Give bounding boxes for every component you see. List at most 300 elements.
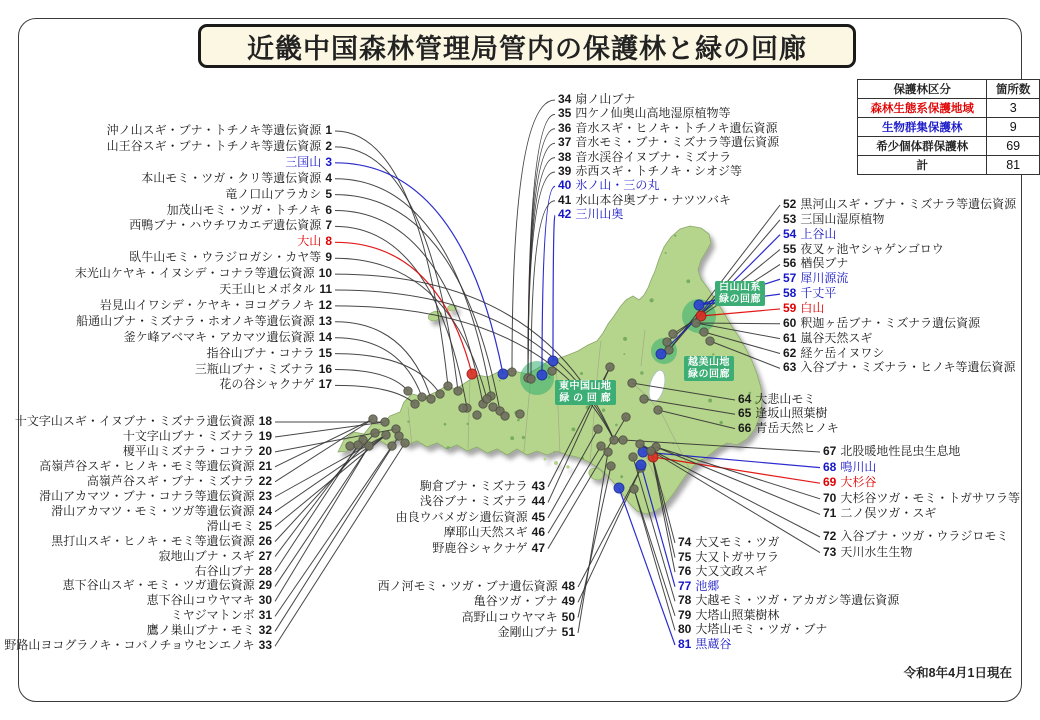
leader-line-37	[528, 143, 555, 378]
forest-item-67	[823, 444, 960, 458]
forest-item-81	[678, 637, 731, 651]
forest-item-number: 67	[823, 444, 837, 458]
forest-item-60	[783, 316, 980, 330]
forest-item-number: 44	[531, 494, 545, 509]
leader-line-9	[335, 258, 487, 399]
forest-item-number: 10	[318, 266, 332, 281]
gray-marker-dot	[436, 390, 444, 398]
forest-item-number: 25	[258, 518, 272, 533]
forest-item-label: 岩見山イワシデ・ケヤキ・ヨコグラノキ	[99, 297, 315, 312]
forest-item-number: 41	[558, 192, 572, 207]
forest-item-50	[462, 610, 575, 624]
leader-line-4	[335, 179, 491, 396]
forest-item-number: 65	[738, 406, 752, 421]
gray-marker-dot	[636, 440, 644, 448]
forest-item-58	[783, 286, 836, 300]
forest-item-25	[207, 519, 272, 533]
forest-item-number: 40	[558, 178, 572, 193]
forest-item-number: 48	[561, 579, 575, 593]
legend-row-0	[858, 99, 1040, 118]
date-note: 令和8年4月1日現在	[903, 666, 1012, 680]
gray-marker-dot	[706, 337, 714, 345]
gray-marker-dot	[404, 387, 412, 395]
forest-item-43	[420, 479, 545, 493]
forest-item-label: 野路山ヨコグラノキ・コバノチョウセンエノキ	[4, 638, 255, 653]
gray-marker-dot	[473, 411, 481, 419]
forest-item-label: 氷ノ山・三の丸	[575, 178, 660, 193]
forest-item-73	[823, 545, 912, 559]
forest-item-label: 恵下谷山スギ・モミ・ツガ遺伝資源	[62, 578, 255, 593]
forest-item-number: 26	[258, 533, 272, 548]
gray-marker-dot	[630, 485, 638, 493]
forest-item-number: 1	[325, 123, 332, 137]
forest-item-number: 23	[258, 488, 272, 503]
forest-item-number: 12	[318, 297, 332, 312]
forest-item-label: 二ノ俣ツガ・スギ	[840, 506, 937, 521]
forest-item-number: 5	[325, 186, 332, 201]
forest-item-1	[107, 123, 332, 137]
forest-item-number: 63	[783, 360, 797, 375]
forest-item-48	[378, 579, 575, 593]
forest-item-39	[558, 164, 742, 178]
forest-item-42	[558, 207, 623, 221]
forest-item-label: 音水モミ・ブナ・ミズナラ等遺伝資源	[575, 135, 780, 150]
leader-line-17	[335, 385, 415, 404]
leader-line-61	[696, 323, 780, 339]
leader-line-30	[275, 446, 369, 601]
gray-marker-dot	[501, 412, 509, 420]
gray-marker-dot	[700, 328, 708, 336]
forest-item-number: 72	[823, 529, 837, 543]
corridor-badge	[555, 380, 616, 405]
forest-item-label: 西ノ河モミ・ツガ・ブナ遺伝資源	[377, 579, 558, 593]
gray-marker-dot	[669, 330, 677, 338]
forest-item-number: 21	[258, 458, 272, 473]
forest-item-number: 39	[558, 164, 572, 178]
forest-item-3	[285, 155, 332, 169]
forest-item-4	[141, 171, 332, 185]
leader-line-80	[634, 489, 675, 630]
forest-item-label: 鷹ノ巣山ブナ・モミ	[146, 623, 255, 638]
forest-item-label: 夜叉ヶ池ヤシャゲンゴロウ	[800, 241, 944, 256]
forest-item-number: 2	[325, 138, 332, 153]
forest-item-64	[738, 392, 815, 406]
gray-marker-dot	[401, 439, 409, 447]
forest-item-26	[51, 534, 272, 548]
gray-marker-dot	[369, 415, 377, 423]
forest-item-label: 西鴨ブナ・ハウチワカエデ遺伝資源	[129, 218, 322, 233]
forest-item-label: 赤西スギ・トチノキ・シオジ等	[575, 164, 743, 178]
forest-item-19	[123, 429, 272, 443]
forest-item-label: 扇ノ山ブナ	[575, 92, 636, 106]
legend-category: 希少個体群保護林	[858, 137, 987, 156]
forest-item-66	[738, 421, 839, 435]
blue-marker-dot	[656, 349, 666, 359]
forest-item-label: 臥牛山モミ・ウラジロガシ・カヤ等	[129, 250, 322, 265]
forest-item-label: 黒打山スギ・ヒノキ・モミ等遺伝資源	[51, 533, 255, 548]
forest-item-label: 経ケ岳イヌワシ	[800, 345, 885, 360]
forest-item-32	[147, 623, 272, 637]
forest-item-label: 大山	[297, 234, 322, 249]
forest-item-label: 野鹿谷シャクナゲ	[432, 540, 528, 555]
gray-marker-dot	[622, 413, 630, 421]
gray-marker-dot	[692, 319, 700, 327]
leader-line-69	[653, 457, 820, 483]
forest-item-21	[39, 459, 272, 473]
forest-item-label: 白山	[800, 300, 825, 315]
forest-item-label: 指谷山ブナ・コナラ	[206, 345, 315, 360]
legend-row-3	[858, 156, 1040, 175]
forest-item-number: 22	[258, 473, 272, 488]
forest-item-40	[558, 178, 659, 192]
forest-item-label: 鳴川山	[840, 459, 877, 474]
gray-marker-dot	[382, 431, 390, 439]
gray-marker-dot	[444, 382, 452, 390]
forest-item-number: 76	[678, 564, 692, 579]
forest-item-label: 亀谷ツガ・ブナ	[473, 594, 558, 609]
forest-item-14	[124, 330, 332, 344]
forest-item-62	[783, 346, 884, 360]
forest-item-37	[558, 135, 779, 149]
forest-item-number: 66	[738, 420, 752, 435]
forest-item-10	[75, 266, 332, 280]
blue-marker-dot	[614, 483, 624, 493]
gray-marker-dot	[594, 425, 602, 433]
forest-item-17	[219, 377, 332, 391]
forest-item-number: 28	[258, 563, 272, 578]
leader-line-71	[656, 447, 820, 514]
forest-item-69	[823, 475, 876, 489]
forest-item-number: 74	[678, 535, 692, 549]
leader-line-46	[548, 446, 601, 533]
forest-item-7	[129, 218, 332, 232]
forest-item-label: 沖ノ山スギ・ブナ・トチノキ等遺伝資源	[106, 123, 322, 137]
page-title: 近畿中国森林管理局管内の保護林と緑の回廊	[198, 24, 856, 68]
gray-marker-dot	[371, 429, 379, 437]
forest-item-number: 54	[783, 226, 797, 241]
forest-item-77	[678, 579, 719, 593]
gray-marker-dot	[647, 447, 655, 455]
gray-marker-dot	[418, 393, 426, 401]
forest-item-2	[107, 139, 332, 153]
leader-line-3	[335, 163, 503, 374]
forest-item-29	[63, 578, 272, 592]
forest-item-label: 天川水生生物	[840, 544, 913, 559]
gray-marker-dot	[628, 379, 636, 387]
gray-marker-dot	[597, 442, 605, 450]
blue-marker-dot	[498, 369, 508, 379]
forest-item-51	[498, 625, 575, 639]
forest-item-80	[678, 622, 827, 636]
forest-item-number: 62	[783, 345, 797, 360]
forest-item-number: 31	[258, 608, 272, 623]
gray-marker-dot	[411, 400, 419, 408]
forest-item-number: 58	[783, 286, 797, 301]
forest-item-61	[783, 331, 872, 345]
forest-item-72	[823, 529, 1008, 543]
forest-item-22	[87, 474, 272, 488]
leader-line-13	[335, 322, 431, 399]
forest-item-label: 高嶺芦谷スギ・ヒノキ・モミ等遺伝資源	[39, 458, 255, 473]
forest-item-label: 大又モミ・ツガ	[695, 535, 780, 549]
gray-marker-dot	[527, 375, 535, 383]
forest-item-41	[558, 193, 731, 207]
forest-item-number: 33	[258, 638, 272, 653]
forest-item-number: 52	[783, 197, 797, 211]
forest-item-label: 大又トガサワラ	[695, 549, 780, 564]
forest-item-number: 27	[258, 548, 272, 563]
forest-item-number: 68	[823, 459, 837, 474]
legend-col-category: 保護林区分	[858, 80, 987, 99]
leader-line-60	[696, 323, 780, 324]
corridor-badge-line: 緑の回廊	[719, 293, 761, 305]
legend-row-2	[858, 137, 1040, 156]
forest-item-number: 71	[823, 506, 837, 521]
leader-line-51	[578, 452, 608, 633]
forest-item-label: 青岳天然ヒノキ	[755, 420, 839, 435]
forest-item-46	[444, 525, 545, 539]
forest-item-63	[783, 360, 1016, 374]
legend-col-count: 箇所数	[987, 80, 1040, 99]
legend-count: 69	[987, 137, 1040, 156]
forest-item-label: 大杉谷ツガ・モミ・トガサワラ等	[840, 490, 1021, 505]
forest-item-57	[783, 271, 848, 285]
forest-item-label: 三川山奥	[575, 207, 624, 222]
forest-item-label: 高嶺芦谷スギ・ブナ・ミズナラ	[86, 473, 255, 488]
forest-item-number: 6	[325, 202, 332, 217]
forest-item-number: 19	[258, 428, 272, 443]
forest-item-label: 由良ウバメガシ遺伝資源	[395, 509, 528, 524]
forest-item-label: 大塔山照葉樹林	[695, 607, 780, 622]
legend-category: 生物群集保護林	[858, 118, 987, 137]
forest-item-number: 3	[325, 154, 332, 169]
forest-item-label: 恵下谷山コウヤマキ	[146, 593, 255, 608]
forest-item-12	[100, 298, 332, 312]
forest-item-56	[783, 256, 848, 270]
forest-item-number: 55	[783, 241, 797, 256]
forest-item-number: 78	[678, 593, 692, 608]
forest-item-label: 池郷	[695, 578, 720, 593]
forest-item-number: 50	[561, 609, 575, 624]
forest-item-label: 駒倉ブナ・ミズナラ	[419, 479, 528, 493]
forest-item-49	[474, 594, 575, 608]
gray-marker-dot	[489, 403, 497, 411]
forest-item-label: 入谷ブナ・ツガ・ウラジロモミ	[840, 529, 1009, 543]
legend-count: 3	[987, 99, 1040, 118]
gray-marker-dot	[388, 442, 396, 450]
leader-line-1	[335, 131, 448, 386]
forest-item-45	[396, 510, 545, 524]
forest-item-23	[39, 489, 272, 503]
forest-item-number: 7	[325, 218, 332, 233]
corridor-badge-line: 東中国山地	[559, 381, 612, 392]
blue-marker-dot	[636, 460, 646, 470]
forest-item-label: 釜ケ峰アベマキ・アカマツ遺伝資源	[123, 329, 315, 344]
forest-item-number: 79	[678, 607, 692, 622]
forest-item-label: 三国山湿原植物	[800, 211, 885, 226]
forest-item-label: 寂地山ブナ・スギ	[158, 548, 255, 563]
forest-item-number: 35	[558, 106, 572, 121]
forest-item-label: 逢坂山照葉樹	[755, 406, 828, 421]
leader-line-59	[701, 309, 780, 316]
forest-item-number: 61	[783, 330, 797, 345]
forest-item-number: 81	[678, 636, 692, 651]
forest-item-label: 北股暖地性昆虫生息地	[840, 444, 961, 458]
forest-item-label: 音水スギ・ヒノキ・トチノキ遺伝資源	[575, 120, 778, 135]
forest-item-30	[147, 593, 272, 607]
forest-item-label: 滑山アカマツ・モミ・ツガ等遺伝資源	[51, 503, 255, 518]
legend-table	[857, 79, 1040, 175]
forest-item-35	[558, 106, 731, 120]
forest-item-13	[76, 314, 332, 328]
forest-item-76	[678, 564, 767, 578]
forest-item-38	[558, 150, 731, 164]
forest-item-label: 黒河山スギ・ブナ・ミズナラ等遺伝資源	[800, 197, 1017, 211]
forest-item-number: 73	[823, 544, 837, 559]
forest-item-label: 竜ノ口山アラカシ	[225, 186, 322, 201]
forest-item-label: 高野山コウヤマキ	[461, 609, 558, 624]
forest-item-label: 船通山ブナ・ミズナラ・ホオノキ等遺伝資源	[76, 313, 315, 328]
forest-item-number: 45	[531, 509, 545, 524]
forest-item-52	[783, 197, 1016, 211]
forest-item-number: 69	[823, 475, 837, 490]
gray-marker-dot	[454, 387, 462, 395]
forest-item-label: 楢俣ブナ	[800, 256, 849, 271]
forest-item-label: 嵐谷天然スギ	[800, 330, 873, 345]
forest-item-number: 17	[318, 377, 332, 392]
forest-item-label: 入谷ブナ・ミズナラ・ヒノキ等遺伝資源	[800, 360, 1016, 375]
forest-item-59	[783, 301, 824, 315]
gray-marker-dot	[427, 395, 435, 403]
forest-item-31	[171, 608, 272, 622]
forest-item-label: 榎平山ミズナラ・コナラ	[122, 443, 255, 458]
forest-item-number: 59	[783, 300, 797, 315]
gray-marker-dot	[654, 406, 662, 414]
forest-item-label: 大塔山モミ・ツガ・ブナ	[695, 622, 828, 637]
corridor-badge-line: 緑 の 回 廊	[559, 392, 612, 404]
forest-item-27	[159, 549, 272, 563]
forest-item-label: 本山モミ・ツガ・クリ等遺伝資源	[141, 170, 322, 185]
legend-row-1	[858, 118, 1040, 137]
forest-item-label: 十文字山ブナ・ミズナラ	[122, 428, 255, 443]
forest-item-label: 千丈平	[800, 286, 837, 301]
forest-item-label: 山王谷スギ・ブナ・トチノキ等遺伝資源	[106, 138, 322, 153]
forest-item-number: 57	[783, 271, 797, 286]
blue-marker-dot	[548, 356, 558, 366]
forest-item-11	[219, 282, 332, 296]
forest-item-label: 三国山	[285, 154, 322, 169]
forest-item-79	[678, 608, 779, 622]
forest-item-number: 15	[318, 345, 332, 360]
leader-line-70	[656, 447, 820, 499]
forest-item-78	[678, 593, 899, 607]
gray-marker-dot	[606, 363, 614, 371]
forest-item-label: 大又文政スギ	[695, 564, 768, 579]
legend-category: 計	[858, 156, 987, 175]
forest-item-label: 滑山モミ	[206, 518, 255, 533]
forest-item-33	[4, 638, 272, 652]
forest-item-34	[558, 92, 635, 106]
forest-item-6	[167, 203, 332, 217]
forest-item-number: 37	[558, 135, 572, 150]
forest-item-36	[558, 121, 777, 135]
forest-item-68	[823, 460, 876, 474]
forest-item-47	[432, 541, 545, 555]
corridor-badge	[715, 281, 765, 306]
legend-category: 森林生態系保護地域	[858, 99, 987, 118]
forest-item-number: 36	[558, 120, 572, 135]
forest-item-label: 大越モミ・ツガ・アカガシ等遺伝資源	[695, 593, 900, 608]
forest-item-label: 滑山アカマツ・ブナ・コナラ等遺伝資源	[39, 488, 255, 503]
forest-item-label: 水山本谷奥ブナ・ナツツバキ	[575, 192, 732, 207]
forest-item-number: 29	[258, 578, 272, 593]
forest-item-label: 花の谷シャクナゲ	[219, 377, 315, 392]
gray-marker-dot	[354, 441, 362, 449]
forest-item-number: 42	[558, 207, 572, 222]
forest-item-label: 十文字山スギ・イヌブナ・ミズナラ遺伝資源	[14, 414, 255, 428]
forest-item-number: 53	[783, 211, 797, 226]
gray-marker-dot	[629, 453, 637, 461]
forest-item-70	[823, 491, 1020, 505]
blue-marker-dot	[694, 300, 704, 310]
forest-item-number: 32	[258, 623, 272, 638]
forest-item-label: 黒蔵谷	[695, 636, 732, 651]
forest-item-label: 釈迦ヶ岳ブナ・ミズナラ遺伝資源	[800, 315, 981, 330]
forest-item-15	[207, 346, 332, 360]
forest-item-9	[129, 250, 332, 264]
forest-item-number: 9	[325, 250, 332, 265]
forest-item-65	[738, 406, 827, 420]
forest-item-number: 24	[258, 503, 272, 518]
gray-marker-dot	[619, 436, 627, 444]
leader-line-32	[275, 436, 399, 631]
forest-item-number: 20	[258, 443, 272, 458]
leader-line-29	[275, 446, 369, 586]
gray-marker-dot	[365, 442, 373, 450]
forest-item-number: 30	[258, 593, 272, 608]
blue-marker-dot	[537, 370, 547, 380]
red-marker-dot	[467, 369, 477, 379]
forest-item-74	[678, 535, 779, 549]
forest-item-label: 上谷山	[800, 226, 837, 241]
gray-marker-dot	[548, 367, 556, 375]
forest-item-number: 64	[738, 392, 752, 406]
forest-item-75	[678, 550, 779, 564]
forest-item-number: 77	[678, 578, 692, 593]
gray-marker-dot	[663, 338, 671, 346]
forest-item-24	[51, 504, 272, 518]
forest-item-16	[195, 362, 332, 376]
legend-count: 9	[987, 118, 1040, 137]
forest-item-label: 犀川源流	[800, 271, 849, 286]
forest-item-54	[783, 227, 836, 241]
leader-line-42	[553, 215, 555, 361]
forest-item-53	[783, 212, 884, 226]
forest-item-20	[123, 444, 272, 458]
forest-item-number: 46	[531, 525, 545, 540]
forest-item-number: 34	[558, 92, 572, 106]
corridor-badge-line: 越美山地	[688, 357, 730, 368]
forest-item-label: 末光山ケヤキ・イヌシデ・コナラ等遺伝資源	[74, 266, 315, 281]
gray-marker-dot	[346, 442, 354, 450]
gray-marker-dot	[640, 395, 648, 403]
gray-marker-dot	[610, 436, 618, 444]
forest-item-label: 加茂山モミ・ツガ・トチノキ	[166, 202, 322, 217]
forest-item-number: 11	[319, 282, 332, 296]
forest-item-number: 56	[783, 256, 797, 271]
forest-item-number: 70	[823, 490, 837, 505]
leader-line-79	[634, 489, 675, 616]
